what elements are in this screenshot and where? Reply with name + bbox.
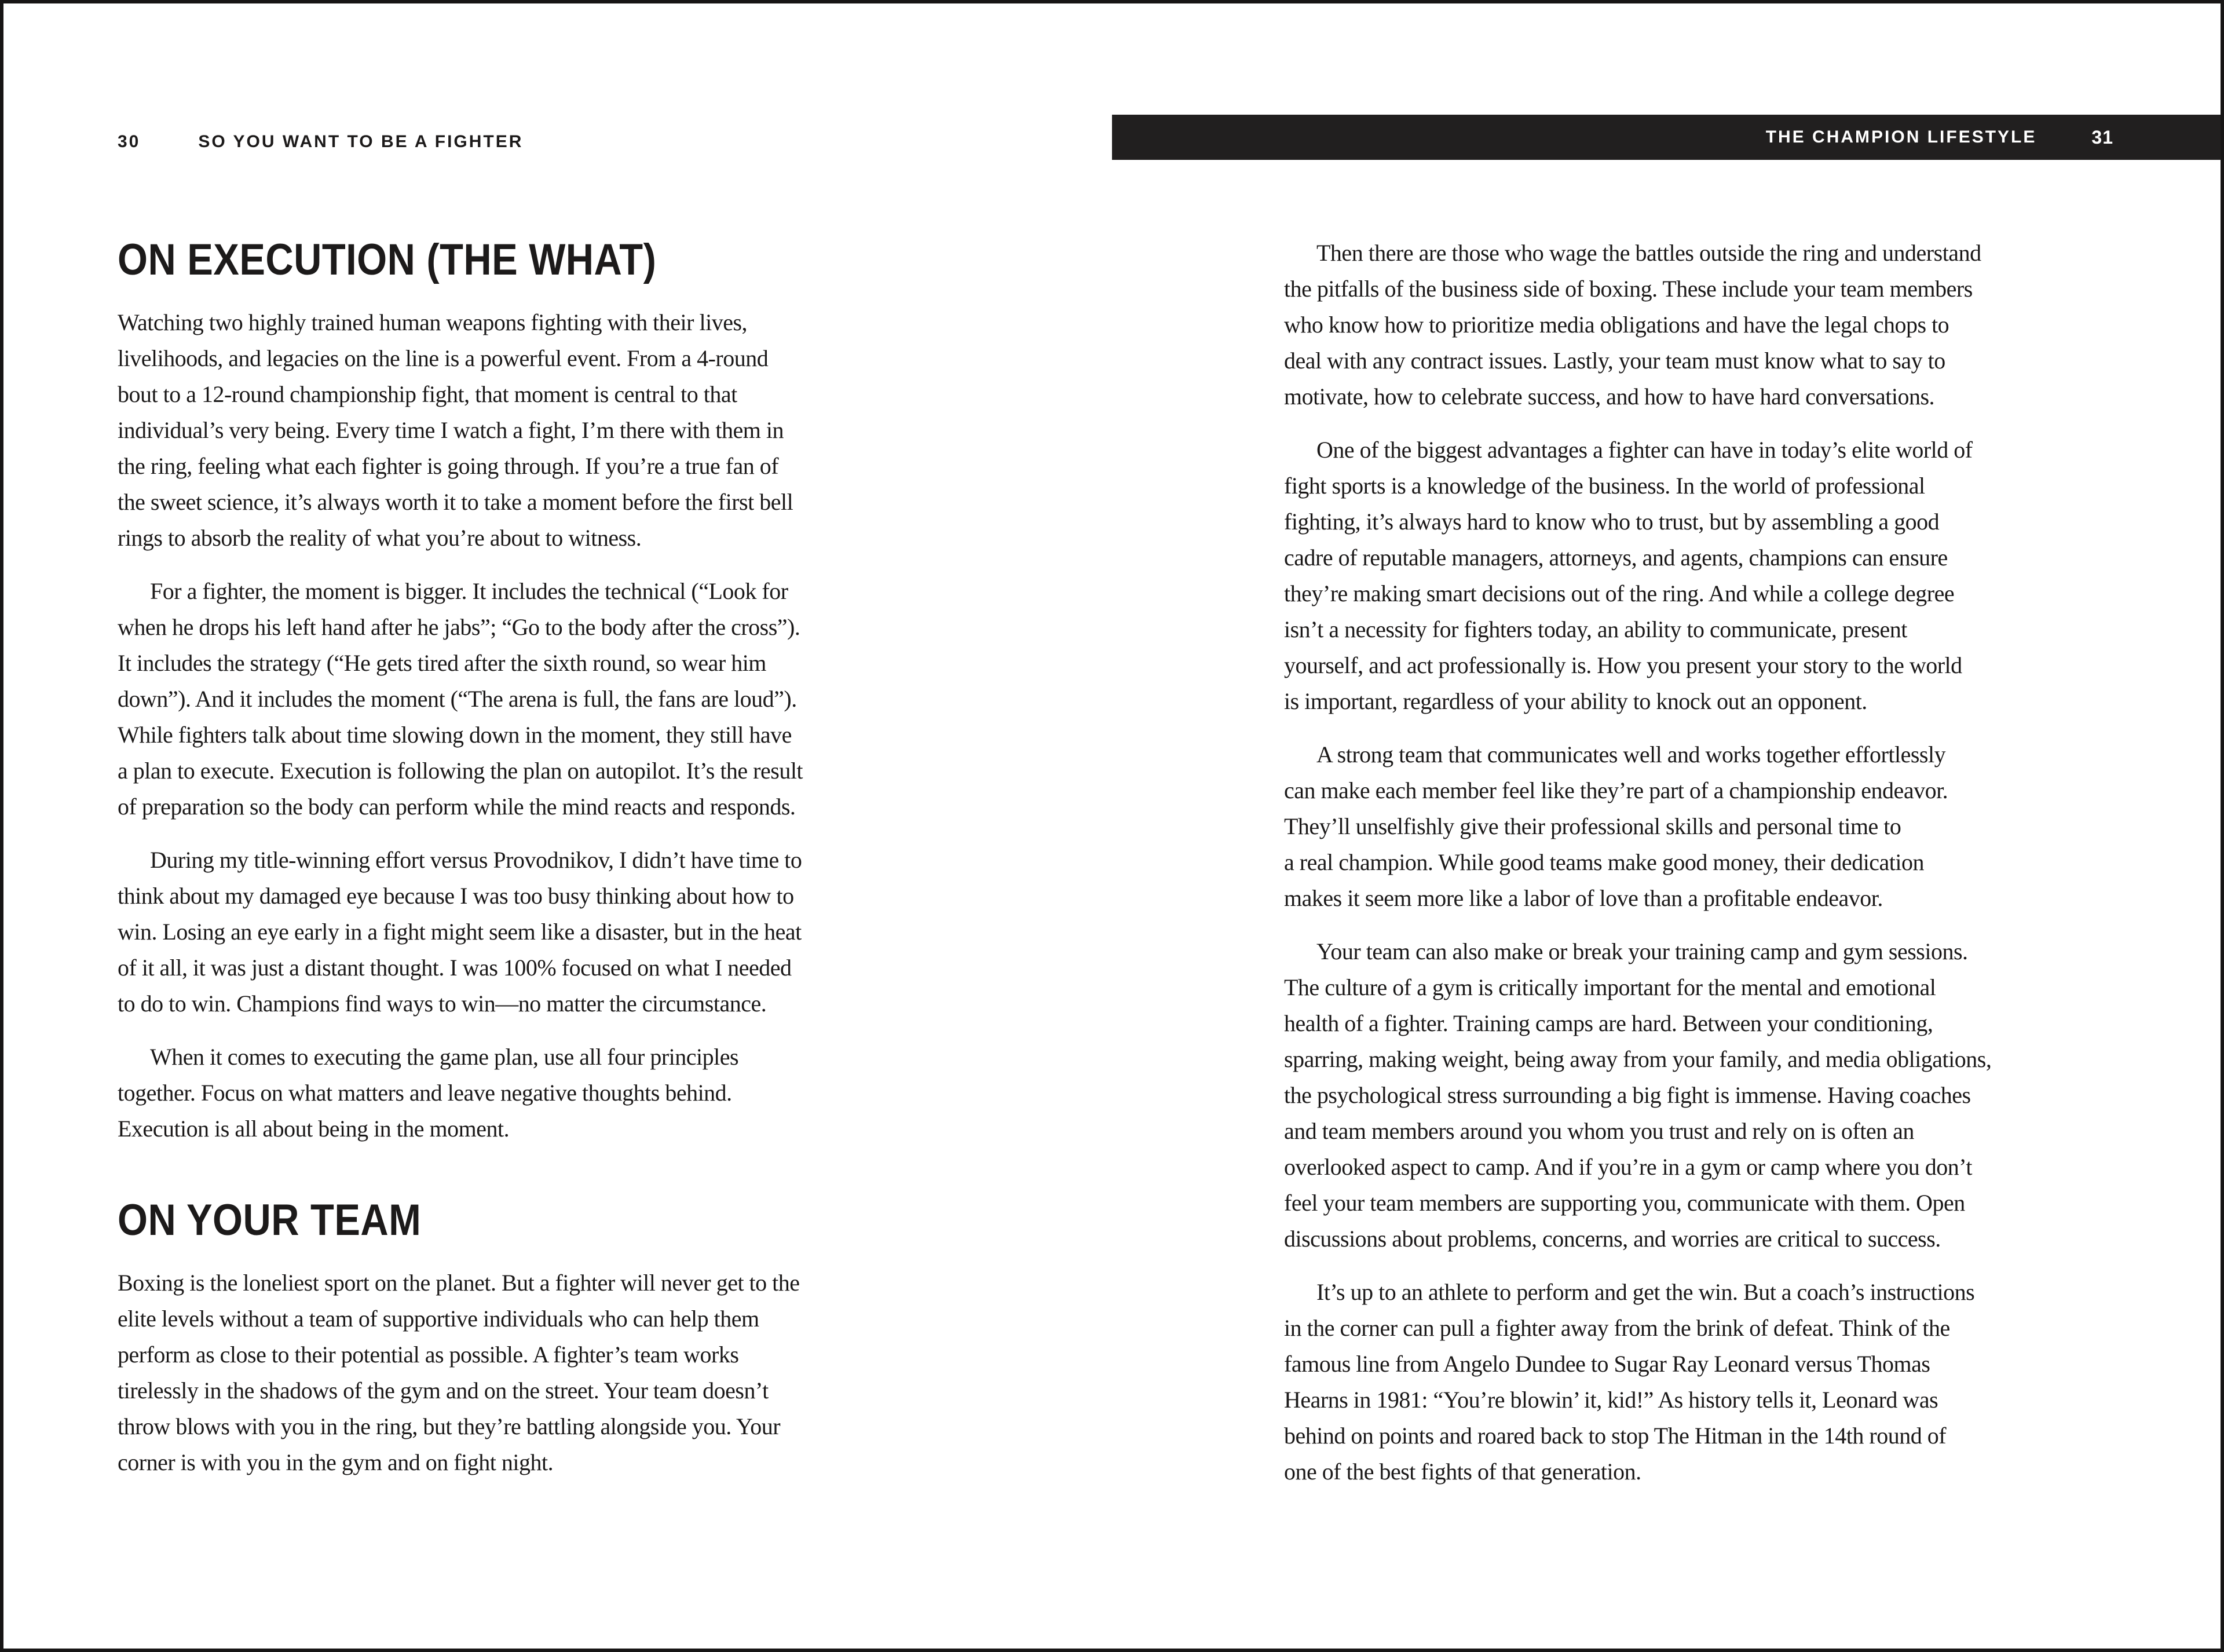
paragraph	[118, 305, 986, 556]
text-line: overlooked aspect to camp. And if you’re in a gym or camp where you don’t	[1284, 1154, 1972, 1180]
text-line: of it all, it was just a distant thought. I was 100% focused on what I needed	[118, 955, 792, 981]
text-line: the pitfalls of the business side of boxing. These include your team members	[1284, 276, 1973, 302]
text-line: motivate, how to celebrate success, and how to have hard conversations.	[1284, 383, 1935, 410]
text-line: The culture of a gym is critically important for the mental and emotional	[1284, 974, 1936, 1000]
text-line: in the corner can pull a fighter away from the brink of defeat. Think of the	[1284, 1315, 1950, 1341]
text-line: deal with any contract issues. Lastly, your team must know what to say to	[1284, 348, 1945, 374]
text-line: livelihoods, and legacies on the line is a powerful event. From a 4-round	[118, 345, 769, 371]
text-line: is important, regardless of your ability to knock out an opponent.	[1284, 688, 1867, 714]
text-line: behind on points and roared back to stop The Hitman in the 14th round of	[1284, 1423, 1947, 1449]
paragraph	[118, 1265, 986, 1481]
text-line: win. Losing an eye early in a fight might seem like a disaster, but in the heat	[118, 919, 802, 945]
text-line: tirelessly in the shadows of the gym and on the street. Your team doesn’t	[118, 1377, 769, 1404]
text-line: While fighters talk about time slowing down in the moment, they still have	[118, 722, 792, 748]
page-number-left: 30	[118, 132, 141, 151]
section-heading-on-your-team: ON YOUR TEAM	[118, 1196, 422, 1245]
text-line: fight sports is a knowledge of the business. In the world of professional	[1284, 473, 1925, 499]
text-line: a plan to execute. Execution is following the plan on autopilot. It’s the result	[118, 758, 803, 784]
chapter-title: THE CHAMPION LIFESTYLE	[1765, 127, 2037, 147]
text-line: think about my damaged eye because I was too busy thinking about how to	[118, 883, 794, 909]
chapter-header-bar	[1112, 115, 2221, 160]
paragraph	[1284, 737, 2153, 916]
text-line: together. Focus on what matters and leave negative thoughts behind.	[118, 1080, 732, 1106]
left-text-column	[118, 234, 986, 1498]
text-line: to do to win. Champions find ways to win—no matter the circumstance.	[118, 991, 767, 1017]
text-line: who know how to prioritize media obligations and have the legal chops to	[1284, 312, 1949, 338]
text-line: a real champion. While good teams make good money, their dedication	[1284, 849, 1925, 875]
right-text-column	[1284, 235, 2153, 1507]
running-head-left-title: SO YOU WANT TO BE A FIGHTER	[198, 132, 524, 151]
text-line: one of the best fights of that generation.	[1284, 1459, 1641, 1485]
text-line: when he drops his left hand after he jabs”; “Go to the body after the cross”).	[118, 614, 800, 640]
text-line: Hearns in 1981: “You’re blowin’ it, kid!” As history tells it, Leonard was	[1284, 1387, 1938, 1413]
text-line: It includes the strategy (“He gets tired after the sixth round, so wear him	[118, 650, 766, 676]
text-line: They’ll unselfishly give their professional skills and personal time to	[1284, 813, 1901, 839]
text-line: fighting, it’s always hard to know who to trust, but by assembling a good	[1284, 509, 1940, 535]
text-line: sparring, making weight, being away from your family, and media obligations,	[1284, 1046, 1992, 1072]
text-line: Your team can also make or break your training camp and gym sessions.	[1316, 938, 1968, 964]
text-line: can make each member feel like they’re part of a championship endeavor.	[1284, 777, 1948, 803]
text-line: bout to a 12-round championship fight, that moment is central to that	[118, 381, 737, 407]
text-line: and team members around you whom you trust and rely on is often an	[1284, 1118, 1914, 1144]
text-line: elite levels without a team of supportive individuals who can help them	[118, 1306, 759, 1332]
paragraph	[1284, 1274, 2153, 1490]
text-line: health of a fighter. Training camps are hard. Between your conditioning,	[1284, 1010, 1933, 1036]
text-line: the sweet science, it’s always worth it to take a moment before the first bell	[118, 489, 793, 515]
text-line: It’s up to an athlete to perform and get the win. But a coach’s instructions	[1316, 1279, 1975, 1305]
text-line: the psychological stress surrounding a big fight is immense. Having coaches	[1284, 1082, 1971, 1108]
text-line: For a fighter, the moment is bigger. It includes the technical (“Look for	[150, 578, 788, 604]
text-line: When it comes to executing the game plan, use all four principles	[150, 1044, 739, 1070]
paragraph	[1284, 432, 2153, 719]
section-heading-on-execution: ON EXECUTION (THE WHAT)	[118, 235, 657, 284]
text-line: yourself, and act professionally is. How you present your story to the world	[1284, 652, 1962, 678]
text-line: Boxing is the loneliest sport on the planet. But a fighter will never get to the	[118, 1270, 800, 1296]
text-line: One of the biggest advantages a fighter can have in today’s elite world of	[1316, 437, 1973, 463]
text-line: Execution is all about being in the moment.	[118, 1116, 510, 1142]
text-line: throw blows with you in the ring, but they’re battling alongside you. Your	[118, 1413, 781, 1439]
text-line: perform as close to their potential as possible. A fighter’s team works	[118, 1342, 739, 1368]
text-line: discussions about problems, concerns, and worries are critical to success.	[1284, 1226, 1941, 1252]
text-line: Then there are those who wage the battles outside the ring and understand	[1316, 240, 1981, 266]
paragraph	[1284, 934, 2153, 1257]
text-line: corner is with you in the gym and on fight night.	[118, 1449, 554, 1475]
text-line: of preparation so the body can perform while the mind reacts and responds.	[118, 794, 796, 820]
paragraph	[118, 1039, 986, 1147]
text-line: feel your team members are supporting you, communicate with them. Open	[1284, 1190, 1965, 1216]
page-number-right: 31	[2091, 126, 2113, 148]
running-head-left	[118, 132, 523, 152]
text-line: During my title-winning effort versus Provodnikov, I didn’t have time to	[150, 847, 802, 873]
text-line: cadre of reputable managers, attorneys, and agents, champions can ensure	[1284, 544, 1948, 571]
text-line: individual’s very being. Every time I watch a fight, I’m there with them in	[118, 417, 784, 443]
text-line: isn’t a necessity for fighters today, an ability to communicate, present	[1284, 616, 1907, 642]
text-line: famous line from Angelo Dundee to Sugar Ray Leonard versus Thomas	[1284, 1351, 1930, 1377]
text-line: they’re making smart decisions out of the ring. And while a college degree	[1284, 580, 1955, 606]
paragraph	[118, 842, 986, 1022]
text-line: the ring, feeling what each fighter is going through. If you’re a true fan of	[118, 453, 779, 479]
text-line: down”). And it includes the moment (“The arena is full, the fans are loud”).	[118, 686, 797, 712]
text-line: A strong team that communicates well and works together effortlessly	[1316, 741, 1946, 767]
text-line: Watching two highly trained human weapons fighting with their lives,	[118, 309, 748, 335]
paragraph	[1284, 235, 2153, 415]
text-line: rings to absorb the reality of what you’re about to witness.	[118, 525, 642, 551]
text-line: makes it seem more like a labor of love than a profitable endeavor.	[1284, 885, 1883, 911]
paragraph	[118, 573, 986, 825]
